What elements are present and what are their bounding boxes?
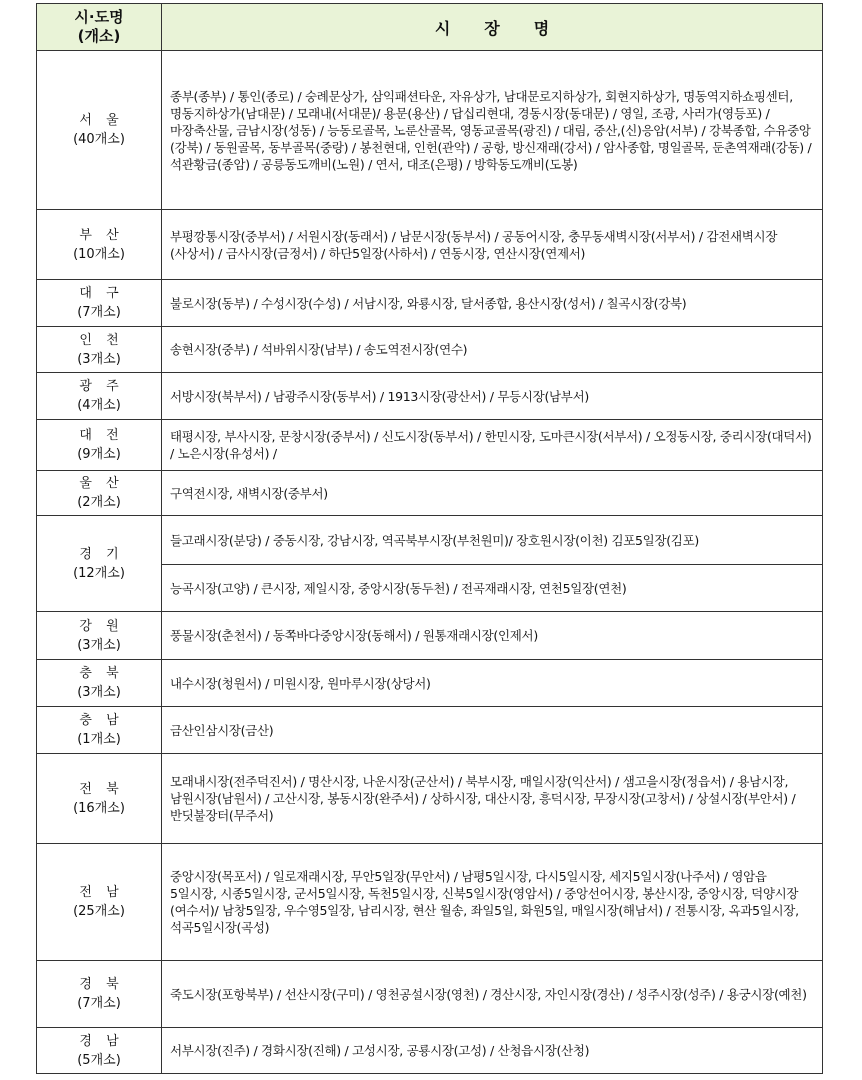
- region-count: (3개소): [77, 685, 121, 700]
- region-count: (4개소): [77, 398, 121, 413]
- region-count: (7개소): [77, 996, 121, 1011]
- table-row: [37, 471, 823, 516]
- region-column-header: [37, 4, 162, 51]
- region-name: 울 산: [79, 476, 124, 491]
- region-count: (12개소): [73, 565, 125, 581]
- region-cell: [37, 51, 162, 210]
- markets-cell: 종부(종부) / 통인(종로) / 숭례문상가, 삼익패션타운, 자유상가, 남대문로지하상가, 회현지하상가, 명동역지하쇼핑센터, 명동지하상가(남대문) / 모래내(서대문)/ 용문(용산) / 답십리현대, 경동시장(동대문) / 영일, 조광, 사러가(영등포) / 마장축산물, 금남시장(성동) / 능동로골목, 노룬산골목, 영동교골목(광진) / 대림, 중산,(신)응암(서부) / 강북종합, 수유중앙(강북) / 동원골목, 동부골목(중랑) / 봉천현대, 인헌(관악) / 공항, 방신재래(강서) / 암사종합, 명일골목, 둔촌역재래(강동) / 석관황금(종암) / 공릉동도깨비(노원) / 연서, 대조(은평) / 방학동도깨비(도봉): [162, 51, 823, 210]
- markets-cell: 구역전시장, 새벽시장(중부서): [162, 471, 823, 516]
- region-cell: [37, 844, 162, 961]
- region-name: 서 울: [79, 113, 124, 128]
- markets-cell: 서방시장(북부서) / 남광주시장(동부서) / 1913시장(광산서) / 무등시장(남부서): [162, 373, 823, 420]
- region-name: 광 주: [79, 379, 124, 394]
- markets-cell: 태평시장, 부사시장, 문창시장(중부서) / 신도시장(동부서) / 한민시장, 도마큰시장(서부서) / 오정동시장, 중리시장(대덕서) / 노은시장(유성서) /: [162, 420, 823, 471]
- region-name: 충 남: [79, 713, 124, 728]
- region-count: (40개소): [73, 132, 125, 147]
- markets-cell: 풍물시장(춘천서) / 동쪽바다중앙시장(동해서) / 원통재래시장(인제서): [162, 612, 823, 660]
- region-name: 경 북: [79, 977, 124, 992]
- markets-cell: 죽도시장(포항북부) / 선산시장(구미) / 영천공설시장(영천) / 경산시장, 자인시장(경산) / 성주시장(성주) / 용궁시장(예천): [162, 961, 823, 1028]
- markets-cell: 중앙시장(목포서) / 일로재래시장, 무안5일장(무안서) / 남평5일시장, 다시5일시장, 세지5일시장(나주서) / 영암읍 5일시장, 시종5일시장, 군서5일시장, 독천5일시장, 신북5일시장(영암서) / 중앙선어시장, 봉산시장, 중앙시장, 덕양시장(여수서)/ 남창5일장, 우수영5일장, 남리시장, 현산 월송, 좌일5일, 화원5일, 매일시장(해남서) / 전통시장, 옥과5일시장, 석곡5일시장(곡성): [162, 844, 823, 961]
- table-row: [37, 373, 823, 420]
- region-header-line2: (개소): [77, 27, 121, 45]
- markets-cell: 능곡시장(고양) / 큰시장, 제일시장, 중앙시장(동두천) / 전곡재래시장, 연천5일장(연천): [162, 565, 823, 612]
- table-row: [37, 660, 823, 707]
- region-cell: [37, 754, 162, 844]
- table-row: [37, 707, 823, 754]
- region-name: 충 북: [79, 666, 124, 681]
- region-name: 경 기: [79, 546, 124, 562]
- market-table-container: [36, 3, 822, 1074]
- region-name: 대 구: [79, 286, 124, 301]
- region-cell: [37, 516, 162, 612]
- region-cell: [37, 707, 162, 754]
- region-count: (3개소): [77, 637, 121, 653]
- table-row: [37, 210, 823, 280]
- region-count: (9개소): [77, 447, 121, 462]
- markets-cell: 불로시장(동부) / 수성시장(수성) / 서남시장, 와룡시장, 달서종합, 용산시장(성서) / 칠곡시장(강북): [162, 280, 823, 327]
- table-row: [37, 612, 823, 660]
- markets-cell: 송현시장(중부) / 석바위시장(남부) / 송도역전시장(연수): [162, 327, 823, 373]
- region-count: (10개소): [73, 246, 125, 262]
- region-name: 대 전: [79, 428, 124, 443]
- table-header-row: [37, 4, 823, 51]
- market-table: [36, 3, 823, 1074]
- region-name: 전 북: [79, 781, 124, 797]
- region-count: (16개소): [73, 800, 125, 816]
- region-cell: [37, 660, 162, 707]
- region-name: 전 남: [79, 885, 124, 900]
- table-row: [37, 1028, 823, 1074]
- markets-column-header: 시장명: [162, 4, 823, 51]
- region-cell: [37, 961, 162, 1028]
- region-cell: [37, 612, 162, 660]
- table-row: [37, 961, 823, 1028]
- markets-cell: 부평깡통시장(중부서) / 서원시장(동래서) / 남문시장(동부서) / 공동어시장, 충무동새벽시장(서부서) / 감전새벽시장(사상서) / 금사시장(금정서) / 하단5일장(사하서) / 연동시장, 연산시장(연제서): [162, 210, 823, 280]
- table-row: [37, 754, 823, 844]
- table-row: [37, 280, 823, 327]
- region-name: 경 남: [79, 1033, 124, 1049]
- region-name: 강 원: [79, 618, 124, 634]
- region-cell: [37, 1028, 162, 1074]
- region-count: (7개소): [77, 305, 121, 320]
- region-count: (1개소): [77, 732, 121, 747]
- region-cell: [37, 210, 162, 280]
- table-row: [37, 327, 823, 373]
- markets-cell: 모래내시장(전주덕진서) / 명산시장, 나운시장(군산서) / 북부시장, 매일시장(익산서) / 샘고을시장(정읍서) / 용남시장, 남원시장(남원서) / 고산시장, 봉동시장(완주서) / 상하시장, 대산시장, 흥덕시장, 무장시장(고창서) / 상설시장(부안서) / 반딧불장터(무주서): [162, 754, 823, 844]
- region-cell: [37, 420, 162, 471]
- region-count: (5개소): [77, 1052, 121, 1068]
- region-cell: [37, 373, 162, 420]
- region-header-line1: 시·도명: [74, 8, 124, 26]
- region-cell: [37, 327, 162, 373]
- region-count: (25개소): [73, 904, 125, 919]
- region-count: (2개소): [77, 495, 121, 510]
- markets-cell: 내수시장(청원서) / 미원시장, 원마루시장(상당서): [162, 660, 823, 707]
- table-row: [37, 51, 823, 210]
- region-name: 부 산: [79, 227, 124, 243]
- table-row: [37, 420, 823, 471]
- table-row: [37, 844, 823, 961]
- markets-cell: 금산인삼시장(금산): [162, 707, 823, 754]
- markets-cell: 들고래시장(분당) / 중동시장, 강남시장, 역곡북부시장(부천원미)/ 장호원시장(이천) 김포5일장(김포): [162, 516, 823, 565]
- table-row: [37, 516, 823, 565]
- region-cell: [37, 280, 162, 327]
- region-name: 인 천: [79, 332, 124, 348]
- region-count: (3개소): [77, 351, 121, 367]
- region-cell: [37, 471, 162, 516]
- markets-cell: 서부시장(진주) / 경화시장(진해) / 고성시장, 공룡시장(고성) / 산청읍시장(산청): [162, 1028, 823, 1074]
